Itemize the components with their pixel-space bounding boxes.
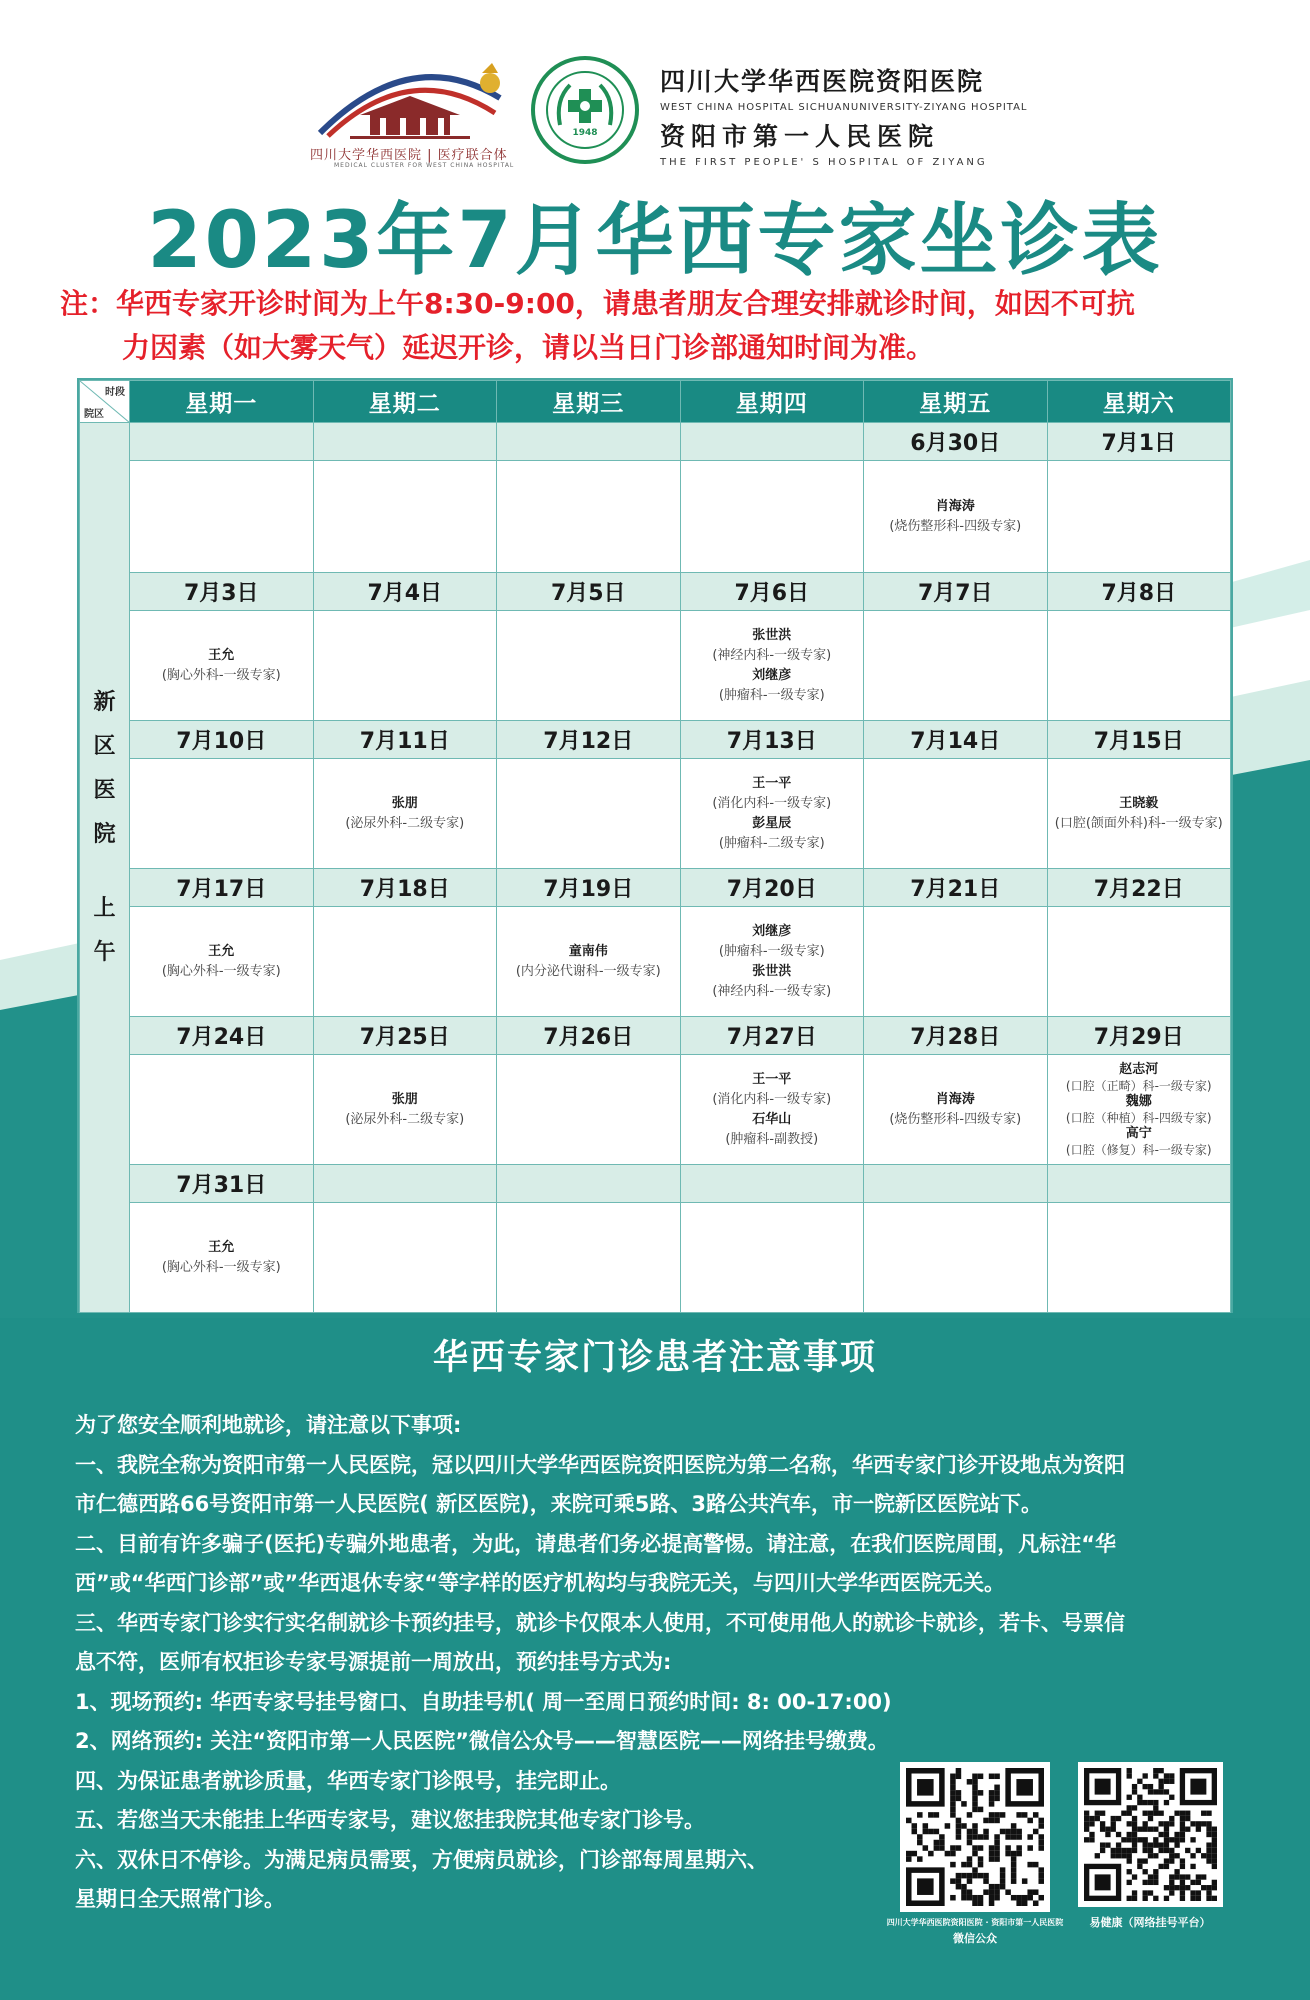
date-row bbox=[80, 423, 1231, 461]
date-cell: 7月6日 bbox=[680, 573, 864, 611]
doctor-department: (神经内科-一级专家) bbox=[712, 647, 832, 663]
notice-line: 三、华西专家门诊实行实名制就诊卡预约挂号，就诊卡仅限本人使用，不可使用他人的就诊卡就诊，若卡、号票信 bbox=[75, 1610, 1125, 1635]
date-cell: 7月28日 bbox=[864, 1017, 1048, 1055]
notice-line: 一、我院全称为资阳市第一人民医院，冠以四川大学华西医院资阳医院为第二名称，华西专家门诊开设地点为资阳 bbox=[75, 1452, 1125, 1477]
date-cell bbox=[130, 423, 314, 461]
doctor-name: 赵志河 bbox=[1119, 1061, 1159, 1077]
doctor-department: (口腔（正畸）科-一级专家) bbox=[1065, 1078, 1212, 1093]
doctor-name: 张世洪 bbox=[752, 963, 792, 979]
notice-line: 为了您安全顺利地就诊，请注意以下事项: bbox=[75, 1413, 462, 1437]
schedule-cell bbox=[680, 907, 864, 1017]
schedule-cell bbox=[130, 1203, 314, 1313]
date-cell bbox=[313, 1165, 497, 1203]
schedule-cell bbox=[313, 1203, 497, 1313]
date-cell: 7月24日 bbox=[130, 1017, 314, 1055]
schedule-cell bbox=[313, 461, 497, 573]
doctor-department: (泌尿外科-二级专家) bbox=[345, 815, 465, 831]
doctor-name: 王一平 bbox=[752, 775, 792, 791]
schedule-cell bbox=[864, 1203, 1048, 1313]
hospital-name2-en: THE FIRST PEOPLE' S HOSPITAL OF ZIYANG bbox=[660, 157, 988, 168]
date-cell: 7月11日 bbox=[313, 721, 497, 759]
doctor-row bbox=[80, 907, 1231, 1017]
notice-line: 2、网络预约: 关注“资阳市第一人民医院”微信公众号——智慧医院——网络挂号缴费。 bbox=[75, 1729, 889, 1753]
notice-line: 六、双休日不停诊。为满足病员需要，方便病员就诊，门诊部每周星期六、 bbox=[75, 1847, 768, 1872]
date-cell: 7月4日 bbox=[313, 573, 497, 611]
schedule-cell bbox=[130, 907, 314, 1017]
schedule-cell bbox=[130, 611, 314, 721]
date-cell: 7月5日 bbox=[497, 573, 681, 611]
table-corner bbox=[80, 381, 130, 423]
date-cell: 7月18日 bbox=[313, 869, 497, 907]
notice-line: 二、目前有许多骗子(医托)专骗外地患者，为此，请患者们务必提高警惕。请注意，在我们医院周围，凡标注“华 bbox=[75, 1531, 1116, 1556]
doctor-department: (泌尿外科-二级专家) bbox=[345, 1111, 465, 1127]
date-cell: 7月7日 bbox=[864, 573, 1048, 611]
schedule-cell bbox=[1047, 1203, 1231, 1313]
date-cell bbox=[680, 1165, 864, 1203]
date-cell: 7月1日 bbox=[1047, 423, 1231, 461]
date-cell: 7月27日 bbox=[680, 1017, 864, 1055]
hospital-name2-cn: 资阳市第一人民医院 bbox=[660, 122, 940, 151]
date-row bbox=[80, 721, 1231, 759]
date-cell bbox=[864, 1165, 1048, 1203]
yijiankang-qr-caption: 易健康（网络挂号平台） bbox=[1089, 1916, 1211, 1929]
schedule-cell bbox=[313, 907, 497, 1017]
date-cell: 7月3日 bbox=[130, 573, 314, 611]
schedule-table bbox=[77, 378, 1233, 1313]
schedule-cell bbox=[313, 759, 497, 869]
weekday-header: 星期二 bbox=[313, 381, 497, 423]
page-title: 2023年7月华西专家坐诊表 bbox=[147, 196, 1163, 286]
date-cell: 6月30日 bbox=[864, 423, 1048, 461]
date-row bbox=[80, 1165, 1231, 1203]
doctor-department: (肿瘤科-副教授) bbox=[725, 1131, 819, 1147]
doctor-department: (胸心外科-一级专家) bbox=[161, 963, 281, 979]
date-cell: 7月25日 bbox=[313, 1017, 497, 1055]
doctor-department: (胸心外科-一级专家) bbox=[161, 1259, 281, 1275]
wechat-qr-code[interactable] bbox=[900, 1762, 1050, 1912]
doctor-department: (神经内科-一级专家) bbox=[712, 983, 832, 999]
doctor-department: (消化内科-一级专家) bbox=[712, 795, 832, 811]
schedule-cell bbox=[864, 461, 1048, 573]
date-cell: 7月12日 bbox=[497, 721, 681, 759]
date-cell: 7月22日 bbox=[1047, 869, 1231, 907]
yijiankang-qr-code[interactable] bbox=[1078, 1762, 1223, 1907]
hospital-name-block bbox=[660, 62, 1028, 168]
notice-line: 西”或“华西门诊部”或”华西退休专家“等字样的医疗机构均与我院无关，与四川大学华西医院无关。 bbox=[75, 1571, 1006, 1595]
doctor-department: (口腔（种植）科-四级专家) bbox=[1065, 1110, 1212, 1125]
doctor-department: (内分泌代谢科-一级专家) bbox=[515, 963, 661, 979]
doctor-row bbox=[80, 611, 1231, 721]
date-cell: 7月13日 bbox=[680, 721, 864, 759]
date-cell: 7月15日 bbox=[1047, 721, 1231, 759]
date-cell: 7月20日 bbox=[680, 869, 864, 907]
date-cell bbox=[680, 423, 864, 461]
date-cell: 7月31日 bbox=[130, 1165, 314, 1203]
notice-line: 五、若您当天未能挂上华西专家号，建议您挂我院其他专家门诊号。 bbox=[75, 1808, 705, 1832]
schedule-cell bbox=[1047, 461, 1231, 573]
doctor-department: (肿瘤科-一级专家) bbox=[718, 687, 825, 703]
schedule-cell bbox=[864, 759, 1048, 869]
doctor-row bbox=[80, 759, 1231, 869]
date-cell bbox=[1047, 1165, 1231, 1203]
doctor-row bbox=[80, 1203, 1231, 1313]
medical-cluster-logo bbox=[300, 58, 520, 170]
schedule-cell bbox=[130, 461, 314, 573]
date-cell bbox=[313, 423, 497, 461]
notice-line: 星期日全天照常门诊。 bbox=[75, 1887, 285, 1911]
date-cell: 7月26日 bbox=[497, 1017, 681, 1055]
doctor-name: 王晓毅 bbox=[1119, 795, 1159, 811]
note-line-1: 注：华西专家开诊时间为上午8:30-9:00，请患者朋友合理安排就诊时间，如因不可抗 bbox=[60, 287, 1135, 320]
wechat-qr-caption-2: 微信公众 bbox=[953, 1932, 997, 1945]
schedule-cell bbox=[1047, 611, 1231, 721]
schedule-cell bbox=[497, 759, 681, 869]
schedule-cell bbox=[864, 611, 1048, 721]
date-row bbox=[80, 1017, 1231, 1055]
doctor-row bbox=[80, 1055, 1231, 1165]
doctor-department: (肿瘤科-二级专家) bbox=[718, 835, 825, 851]
notice-body bbox=[75, 1406, 1245, 1920]
schedule-cell bbox=[497, 611, 681, 721]
schedule-cell bbox=[680, 759, 864, 869]
doctor-name: 张朋 bbox=[391, 795, 418, 811]
schedule-cell bbox=[1047, 759, 1231, 869]
doctor-department: (烧伤整形科-四级专家) bbox=[889, 518, 1022, 534]
date-row bbox=[80, 573, 1231, 611]
doctor-name: 王允 bbox=[208, 943, 235, 959]
weekday-header: 星期六 bbox=[1047, 381, 1231, 423]
cluster-logo-text: 四川大学华西医院 | 医疗联合体 bbox=[310, 148, 508, 163]
weekday-header: 星期四 bbox=[680, 381, 864, 423]
doctor-name: 王一平 bbox=[752, 1071, 792, 1087]
schedule-cell bbox=[497, 1203, 681, 1313]
doctor-name: 石华山 bbox=[752, 1111, 792, 1127]
doctor-name: 王允 bbox=[208, 647, 235, 663]
date-cell: 7月19日 bbox=[497, 869, 681, 907]
date-cell bbox=[497, 423, 681, 461]
date-cell: 7月17日 bbox=[130, 869, 314, 907]
schedule-cell bbox=[497, 1055, 681, 1165]
date-cell: 7月14日 bbox=[864, 721, 1048, 759]
weekday-header: 星期五 bbox=[864, 381, 1048, 423]
schedule-cell bbox=[313, 1055, 497, 1165]
doctor-name: 肖海涛 bbox=[935, 1091, 975, 1107]
hospital-seal-logo bbox=[530, 55, 640, 165]
cluster-logo-subtext: MEDICAL CLUSTER FOR WEST CHINA HOSPITAL bbox=[334, 162, 515, 169]
schedule-cell bbox=[497, 907, 681, 1017]
campus-label: 新区医院 bbox=[93, 689, 116, 847]
doctor-department: (烧伤整形科-四级专家) bbox=[889, 1111, 1022, 1127]
doctor-name: 肖海涛 bbox=[935, 498, 975, 514]
date-cell: 7月29日 bbox=[1047, 1017, 1231, 1055]
doctor-name: 童南伟 bbox=[568, 943, 608, 959]
date-cell: 7月21日 bbox=[864, 869, 1048, 907]
corner-period-label: 时段 bbox=[105, 387, 125, 398]
hospital-name-en: WEST CHINA HOSPITAL SICHUANUNIVERSITY-ZIYANG HOSPITAL bbox=[660, 102, 1028, 113]
schedule-cell bbox=[680, 461, 864, 573]
date-row bbox=[80, 869, 1231, 907]
wechat-qr-caption: 四川大学华西医院资阳医院 · 资阳市第一人民医院 bbox=[886, 1918, 1064, 1927]
doctor-name: 张世洪 bbox=[752, 627, 792, 643]
date-cell bbox=[497, 1165, 681, 1203]
weekday-header: 星期三 bbox=[497, 381, 681, 423]
doctor-name: 王允 bbox=[208, 1239, 235, 1255]
doctor-department: (口腔(颌面外科)科-一级专家) bbox=[1054, 815, 1223, 831]
notice-line: 息不符，医师有权拒诊专家号源提前一周放出，预约挂号方式为: bbox=[75, 1650, 672, 1674]
doctor-name: 魏娜 bbox=[1125, 1093, 1152, 1109]
schedule-cell bbox=[497, 461, 681, 573]
doctor-department: (口腔（修复）科-一级专家) bbox=[1065, 1142, 1212, 1157]
doctor-name: 刘继彦 bbox=[752, 923, 792, 939]
doctor-row bbox=[80, 461, 1231, 573]
notice-line: 市仁德西路66号资阳市第一人民医院( 新区医院)，来院可乘5路、3路公共汽车，市一院新区医院站下。 bbox=[75, 1492, 1042, 1516]
corner-campus-label: 院区 bbox=[84, 409, 104, 420]
schedule-cell bbox=[1047, 907, 1231, 1017]
schedule-cell bbox=[313, 611, 497, 721]
doctor-department: (肿瘤科-一级专家) bbox=[718, 943, 825, 959]
period-label: 上午 bbox=[93, 895, 116, 965]
schedule-cell bbox=[1047, 1055, 1231, 1165]
notice-line: 四、为保证患者就诊质量，华西专家门诊限号，挂完即止。 bbox=[75, 1768, 621, 1793]
doctor-name: 高宁 bbox=[1125, 1125, 1152, 1141]
schedule-cell bbox=[680, 1203, 864, 1313]
doctor-name: 刘继彦 bbox=[752, 667, 792, 683]
note-line-2: 力因素（如大雾天气）延迟开诊，请以当日门诊部通知时间为准。 bbox=[122, 331, 935, 364]
notice-line: 1、现场预约: 华西专家号挂号窗口、自助挂号机( 周一至周日预约时间: 8: 00-17:00) bbox=[75, 1689, 892, 1714]
schedule-cell bbox=[864, 1055, 1048, 1165]
doctor-name: 彭星辰 bbox=[752, 815, 792, 831]
schedule-cell bbox=[130, 759, 314, 869]
schedule-cell bbox=[130, 1055, 314, 1165]
doctor-department: (消化内科-一级专家) bbox=[712, 1091, 832, 1107]
schedule-cell bbox=[680, 611, 864, 721]
seal-year: 1948 bbox=[572, 128, 598, 138]
schedule-cell bbox=[864, 907, 1048, 1017]
notice-title: 华西专家门诊患者注意事项 bbox=[432, 1338, 877, 1378]
header bbox=[0, 50, 1310, 180]
doctor-name: 张朋 bbox=[391, 1091, 418, 1107]
date-cell: 7月10日 bbox=[130, 721, 314, 759]
schedule-cell bbox=[680, 1055, 864, 1165]
date-cell: 7月8日 bbox=[1047, 573, 1231, 611]
hospital-name-cn: 四川大学华西医院资阳医院 bbox=[660, 67, 985, 96]
opening-time-note bbox=[60, 282, 1250, 370]
doctor-department: (胸心外科-一级专家) bbox=[161, 667, 281, 683]
weekday-header: 星期一 bbox=[130, 381, 314, 423]
campus-period-label bbox=[80, 423, 130, 1313]
